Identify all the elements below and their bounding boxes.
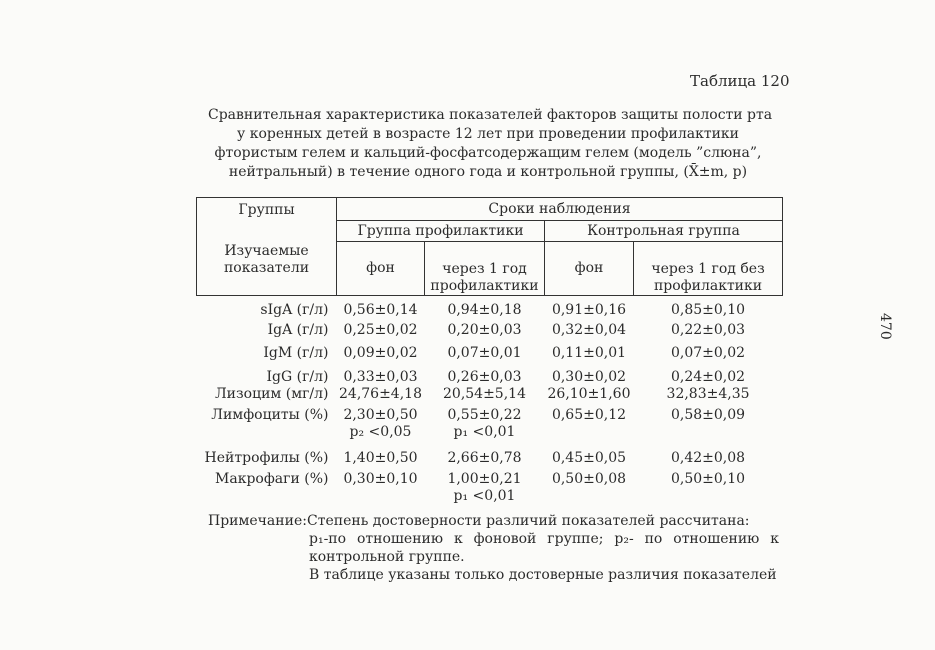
table-row [197, 296, 783, 322]
cell-value: 0,09±0,02 [343, 344, 418, 361]
cell-value [425, 407, 545, 447]
row-label: IgM (г/л) [263, 344, 329, 361]
cell-value: 0,50±0,08 [551, 470, 627, 487]
cell-value: 32,83±4,35 [666, 385, 750, 402]
cell-value: 0,30±0,10 [343, 470, 418, 487]
row-label: IgA (г/л) [267, 321, 329, 338]
table-row [197, 407, 783, 447]
cell-significance: p₂ <0,05 [349, 423, 412, 440]
page-number: 470 [877, 313, 893, 340]
header-after-prophylaxis: через 1 год профилактики [425, 242, 545, 296]
header-timing: Сроки наблюдения [337, 198, 783, 221]
cell-main: 1,00±0,21 [447, 470, 522, 487]
cell-value: 0,20±0,03 [447, 321, 522, 338]
cell-main: 0,55±0,22 [447, 406, 522, 423]
cell-value: 0,91±0,16 [551, 302, 627, 318]
cell-value: 0,30±0,02 [551, 368, 627, 385]
cell-main: 2,30±0,50 [343, 406, 418, 423]
table-row [197, 369, 783, 386]
cell-value: 0,65±0,12 [551, 406, 627, 423]
caption-line: фтористым гелем и кальций-фосфатсодержащим гелем (модель ”слюна”, [214, 145, 762, 161]
row-label: Макрофаги (%) [215, 470, 329, 487]
caption-line: у коренных детей в возрасте 12 лет при проведении профилактики [237, 126, 739, 142]
table-caption [208, 106, 773, 182]
cell-value: 0,42±0,08 [670, 449, 746, 466]
cell-value: 0,85±0,10 [670, 302, 746, 318]
cell-value: 1,40±0,50 [343, 449, 418, 466]
note-body [309, 512, 779, 584]
note-line: В таблице указаны только достоверные различия показателей [309, 567, 777, 583]
table-row [197, 386, 783, 407]
table-number-label: Таблица 120 [690, 72, 790, 90]
header-groups: Группы [238, 202, 295, 218]
row-label: sIgA (г/л) [260, 302, 329, 318]
caption-line: нейтральный) в течение одного года и контрольной группы, (X̄±m, p) [228, 164, 748, 180]
header-after-no-prophylaxis: через 1 год без профилактики [634, 242, 783, 296]
cell-value: 0,45±0,05 [551, 449, 627, 466]
table-row [197, 322, 783, 345]
cell-value: 0,07±0,02 [670, 344, 746, 361]
cell-value [425, 471, 545, 507]
caption-line: Сравнительная характеристика показателей факторов защиты полости рта [208, 107, 773, 123]
header-indicators: Изучаемые показатели [223, 243, 310, 276]
header-baseline-control: фон [545, 242, 634, 296]
row-label: Лимфоциты (%) [211, 406, 329, 423]
cell-value: 20,54±5,14 [443, 385, 526, 402]
table-row [197, 345, 783, 369]
cell-value: 0,33±0,03 [343, 368, 418, 385]
cell-value: 0,94±0,18 [447, 302, 522, 318]
data-table [196, 197, 783, 507]
header-prophylaxis-group: Группа профилактики [337, 221, 545, 242]
cell-value: 0,07±0,01 [447, 344, 522, 361]
cell-value [337, 407, 425, 447]
header-baseline-prophylaxis: фон [337, 242, 425, 296]
cell-value: 2,66±0,78 [447, 449, 522, 466]
header-groups-indicators [197, 198, 337, 296]
cell-value: 0,25±0,02 [343, 321, 418, 338]
cell-significance: p₁ <0,01 [453, 423, 516, 440]
cell-value: 0,22±0,03 [670, 321, 746, 338]
cell-value: 0,50±0,10 [670, 470, 746, 487]
row-label: Нейтрофилы (%) [204, 449, 329, 466]
note-line: Степень достоверности различий показателей рассчитана: [307, 513, 750, 529]
row-label: IgG (г/л) [266, 368, 329, 385]
cell-value: 26,10±1,60 [547, 385, 631, 402]
note-line: p₁-по отношению к фоновой группе; p₂- по отношению к контрольной группе. [309, 531, 779, 565]
cell-value: 0,32±0,04 [551, 321, 627, 338]
table-row [197, 471, 783, 507]
cell-value: 0,11±0,01 [551, 344, 627, 361]
cell-significance: p₁ <0,01 [453, 487, 516, 504]
header-control-group: Контрольная группа [545, 221, 783, 242]
cell-value: 0,58±0,09 [670, 406, 746, 423]
cell-value: 0,26±0,03 [447, 368, 522, 385]
cell-value: 24,76±4,18 [339, 385, 422, 402]
cell-value: 0,24±0,02 [670, 368, 746, 385]
cell-value: 0,56±0,14 [343, 302, 418, 318]
row-label: Лизоцим (мг/л) [214, 385, 329, 402]
table-row [197, 447, 783, 471]
note-label: Примечание: [208, 513, 307, 529]
